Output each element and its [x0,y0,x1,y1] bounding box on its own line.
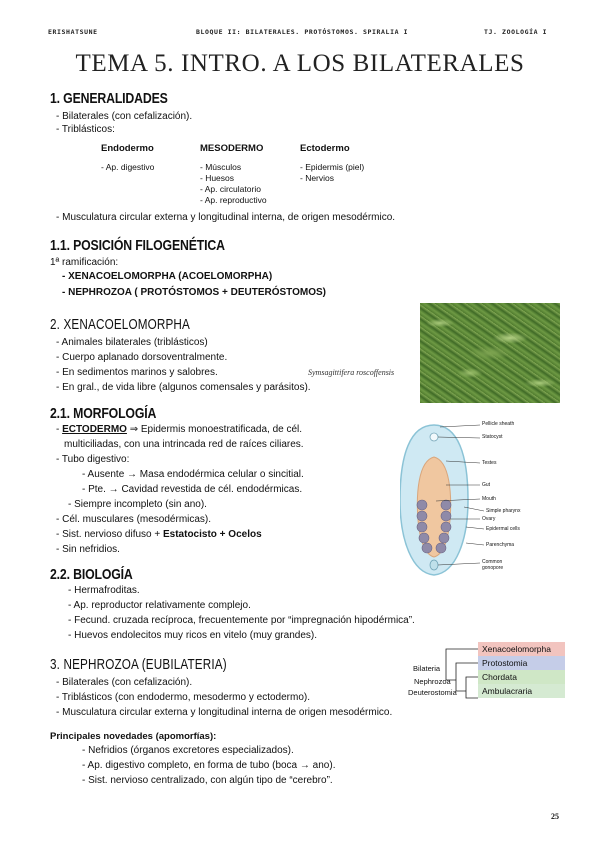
diagram-label: Statocyst [482,434,503,440]
morfologia-siempre: - Siempre incompleto (sin ano). [68,499,207,510]
diagram-label: Parenchyma [486,542,515,548]
tree-node-nephrozoa: Nephrozoa [414,677,451,686]
ramificacion-nephrozoa: - NEPHROZOA ( PROTÓSTOMOS + DEUTERÓSTOMOS) [62,287,326,298]
morfologia-sistema-nervioso [56,529,262,541]
xenacoelomorpha-bullet-4: - En gral., de vida libre (algunos comensales y parásitos). [56,382,311,393]
ectodermo-item: - Epidermis (piel) [300,162,365,172]
xenacoelomorpha-bullet-1: - Animales bilaterales (triblásticos) [56,337,208,348]
header-left: ERISHATSUNE [48,28,98,36]
principales-novedades-heading: Principales novedades (apomorfías): [50,731,217,742]
mesodermo-item: - Ap. reproductivo [200,195,267,205]
morfologia-celulas: - Cél. musculares (mesodérmicas). [56,514,212,525]
diagram-label: Mouth [482,496,496,502]
tree-leaf-ambulacraria: Ambulacraria [478,684,565,698]
statocyst [430,433,438,441]
diagram-label: Pellicle sheath [482,421,515,427]
generalidades-bullet-3: - Musculatura circular externa y longitudinal interna, de origen mesodérmico. [56,212,396,223]
mesodermo-item: - Ap. circulatorio [200,184,261,194]
xenacoelomorpha-bullet-2: - Cuerpo aplanado dorsoventralmente. [56,352,228,363]
gonopore [430,560,438,570]
symsagittifera-photo [420,303,560,403]
biologia-bullet-2: - Ap. reproductor relativamente complejo. [68,600,251,611]
biologia-bullet-1: - Hermafroditas. [68,585,140,596]
mesodermo-item: - Huesos [200,173,235,183]
photo-caption: Symsagittifera roscoffensis [308,368,395,377]
sist-nervioso-text: - Sist. nervioso difuso + [56,529,163,540]
section-heading-posicion-filogenetica: 1.1. POSICIÓN FILOGENÉTICA [50,237,225,254]
tree-leaf-xenacoelomorpha: Xenacoelomorpha [478,642,565,656]
tree-leaf-protostomia: Protostomia [478,656,565,670]
diagram-label: Common gonopore [482,559,504,571]
nephrozoa-bullet-1: - Bilaterales (con cefalización). [56,677,193,688]
tree-node-bilateria: Bilateria [413,664,441,673]
morfologia-sin-nefridios: - Sin nefridios. [56,544,120,555]
morfologia-tubo-digestivo: - Tubo digestivo: [56,454,130,465]
endodermo-item: - Ap. digestivo [101,162,155,172]
generalidades-bullet-1: - Bilaterales (con cefalización). [56,111,193,122]
section-heading-generalidades: 1. GENERALIDADES [50,90,168,107]
sist-nervioso-bold: Estatocisto + Ocelos [163,529,262,540]
tree-node-deuterostomia: Deuterostomia [408,688,457,697]
novedad-2: - Ap. digestivo completo, en forma de tubo (boca → ano). [82,760,336,771]
novedad-3: - Sist. nervioso centralizado, con algún tipo de “cerebro”. [82,775,333,786]
page-number: 25 [551,812,559,821]
ectodermo-item: - Nervios [300,173,335,183]
diagram-label: Testes [482,460,497,466]
diagram-label: Simple pharynx [486,508,521,514]
section-heading-morfologia: 2.1. MORFOLOGÍA [50,405,157,422]
ramificacion-xenacoelomorpha: - XENACOELOMORPHA (ACOELOMORPHA) [62,271,273,282]
column-head-ectodermo: Ectodermo [300,143,350,154]
biologia-bullet-3: - Fecund. cruzada recíproca, frecuentemente por “impregnación hipodérmica”. [68,615,415,626]
biologia-bullet-4: - Huevos endolecitos muy ricos en vitelo (muy grandes). [68,630,317,641]
section-heading-nephrozoa: 3. NEPHROZOA (EUBILATERIA) [50,656,227,673]
column-head-mesodermo: MESODERMO [200,143,264,154]
ramificacion-intro: 1ª ramificación: [50,257,119,268]
page-title: TEMA 5. INTRO. A LOS BILATERALES [75,50,525,77]
morfologia-ectodermo-cont: multiciliadas, con una intrincada red de raíces ciliares. [64,439,304,450]
diagram-label: Ovary [482,516,496,522]
header-right: TJ. ZOOLOGÍA I [484,28,548,36]
morfologia-ectodermo: - ECTODERMO ⇒ Epidermis monoestratificada, de cél. [56,424,303,435]
morfologia-presente: - Pte. → Cavidad revestida de cél. endodérmicas. [82,484,303,495]
morfologia-ausente: - Ausente → Masa endodérmica celular o sincitial. [82,469,304,480]
novedad-1: - Nefridios (órganos excretores especializados). [82,745,294,756]
section-heading-xenacoelomorpha: 2. XENACOELOMORPHA [50,316,190,333]
section-heading-biologia: 2.2. BIOLOGÍA [50,566,133,583]
ectodermo-definition: ⇒ Epidermis monoestratificada, de cél. [126,424,303,435]
header-center: BLOQUE II: BILATERALES. PROTÓSTOMOS. SPIRALIA I [196,28,409,36]
nephrozoa-bullet-3: - Musculatura circular externa y longitudinal interna de origen mesodérmico. [56,707,393,718]
generalidades-bullet-2: - Triblásticos: [56,124,115,135]
column-head-endodermo: Endodermo [101,143,154,154]
xenacoelomorpha-bullet-3: - En sedimentos marinos y salobres. [56,367,218,378]
diagram-label: Gut [482,482,491,488]
mesodermo-item: - Músculos [200,162,242,172]
diagram-label: Epidermal cells [486,526,520,532]
nephrozoa-bullet-2: - Triblásticos (con endodermo, mesodermo y ectodermo). [56,692,310,703]
ectodermo-term: ECTODERMO [62,424,127,435]
tree-leaf-chordata: Chordata [478,670,565,684]
